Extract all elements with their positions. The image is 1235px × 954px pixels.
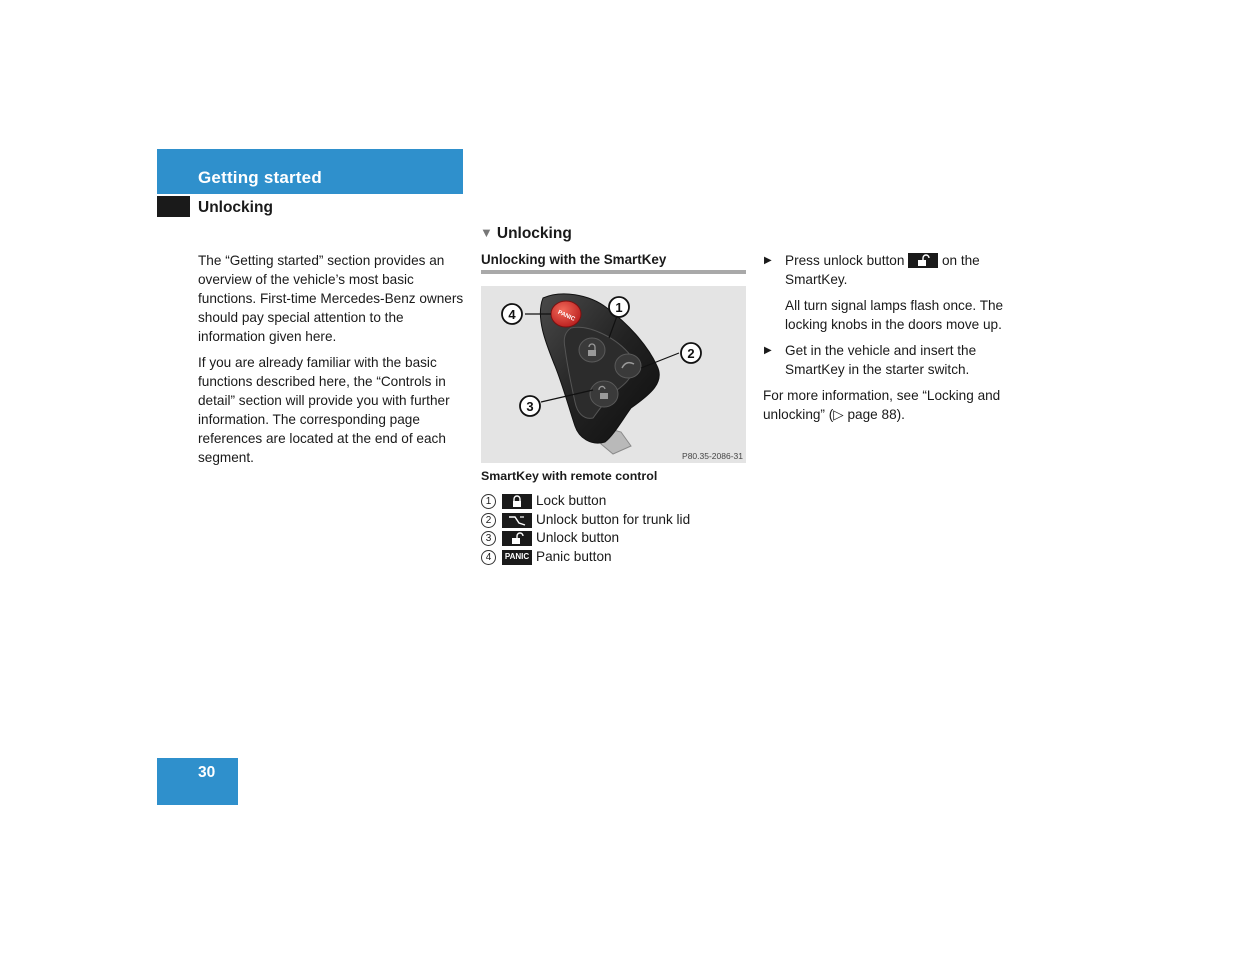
trunk-icon — [502, 513, 532, 528]
legend-label: Panic button — [536, 549, 612, 565]
page-reference: For more information, see “Locking and unlocking” (▷ page 88). — [763, 388, 1001, 422]
legend-number: 3 — [481, 531, 496, 546]
intro-paragraph-1: The “Getting started” section provides an overview of the vehicle’s most basic functions. First-time Mercedes-Benz owners should pay special attention to the information given here. — [198, 253, 464, 344]
legend-label: Lock button — [536, 493, 607, 508]
callout-3-number: 3 — [526, 399, 534, 414]
callout-1 — [609, 297, 629, 317]
legend-item — [481, 492, 690, 511]
instruction-step — [763, 341, 1023, 379]
legend-number: 4 — [481, 550, 496, 565]
section-title: Getting started — [198, 168, 322, 187]
unlock-icon — [502, 531, 532, 546]
intro-column — [198, 251, 466, 474]
subsection-marker — [157, 196, 190, 217]
callout-4 — [502, 304, 522, 324]
legend-item — [481, 511, 690, 530]
section-heading-text: Unlocking — [496, 225, 572, 242]
step-arrow-icon: ▶ — [764, 345, 772, 356]
step-arrow-icon: ▶ — [764, 255, 772, 266]
callout-4-number: 4 — [508, 307, 516, 322]
legend-number: 1 — [481, 494, 496, 509]
step-text: Get in the vehicle and insert the SmartKey in the starter switch. — [785, 343, 977, 377]
callout-3 — [520, 396, 540, 416]
callout-2-number: 2 — [687, 346, 695, 361]
smartkey-figure — [481, 286, 746, 463]
step-text-continued: on the SmartKey. — [785, 253, 980, 287]
figure-caption: SmartKey with remote control — [481, 469, 658, 483]
panic-label: PANIC — [556, 309, 576, 323]
subsection-title: Unlocking — [198, 199, 273, 216]
instruction-step — [763, 251, 1023, 289]
callout-1-number: 1 — [615, 300, 623, 315]
legend-label: Unlock button — [536, 530, 620, 546]
button-legend — [481, 492, 690, 567]
step-text: Press unlock button — [785, 253, 909, 268]
step-result-note: All turn signal lamps flash once. The locking knobs in the doors move up. — [785, 298, 1004, 332]
page-number: 30 — [198, 764, 216, 781]
section-heading — [480, 225, 572, 243]
subheading-rule — [481, 270, 746, 274]
lock-icon — [502, 494, 532, 509]
figure-code: P80.35-2086-31 — [682, 451, 743, 461]
callout-2 — [681, 343, 701, 363]
legend-item — [481, 548, 690, 567]
unlock-icon — [908, 253, 938, 268]
legend-label: Unlock button for trunk lid — [536, 511, 691, 527]
panic-icon: PANIC — [502, 550, 532, 565]
legend-number: 2 — [481, 513, 496, 528]
legend-item — [481, 529, 690, 548]
instructions-column — [763, 251, 1023, 424]
subheading: Unlocking with the SmartKey — [481, 252, 667, 267]
intro-paragraph-2: If you are already familiar with the basic functions described here, the “Controls in detail” section will provide you with further information. The corresponding page references are located at the end of each segment. — [198, 355, 450, 465]
smartkey-illustration — [481, 286, 746, 463]
triangle-down-icon: ▼ — [480, 225, 493, 240]
